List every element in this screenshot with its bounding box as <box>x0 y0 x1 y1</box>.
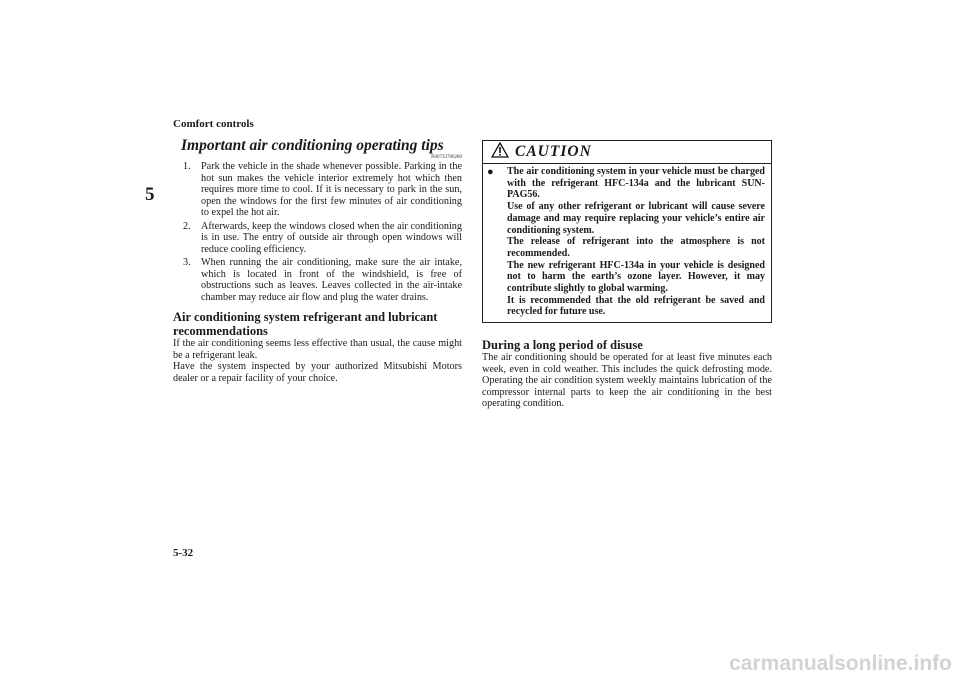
section-header: Comfort controls <box>173 118 254 130</box>
list-item-text: Park the vehicle in the shade whenever possible. Parking in the hot sun makes the vehicle interior extremely hot which then requires more time to cool. If it is necessary to park in the sun, open the windows for the first few minutes of air conditioning to expel the hot air. <box>201 161 462 218</box>
tips-heading: Important air conditioning operating tips <box>181 137 444 154</box>
right-column <box>482 140 772 410</box>
bullet-icon: ● <box>487 166 494 178</box>
tips-list <box>173 161 462 303</box>
caution-box <box>482 140 772 323</box>
list-item-text: Afterwards, keep the windows closed when the air conditioning is in use. The entry of outside air through open windows will reduce cooling efficiency. <box>201 220 462 255</box>
list-item <box>183 161 462 219</box>
refrigerant-paragraph: Have the system inspected by your authorized Mitsubishi Motors dealer or a repair facility of your choice. <box>173 361 462 384</box>
tips-code: N00733700280 <box>430 155 462 160</box>
left-column <box>173 137 462 384</box>
caution-paragraph: The new refrigerant HFC-134a in your vehicle is designed not to harm the earth’s ozone layer. However, it may contribute slightly to global warming. <box>507 259 765 295</box>
list-item <box>183 221 462 256</box>
watermark: carmanualsonline.info <box>729 652 952 675</box>
caution-body <box>483 164 771 322</box>
list-item-number: 1. <box>183 161 191 172</box>
caution-paragraph: It is recommended that the old refrigerant be saved and recycled for future use. <box>507 294 765 318</box>
disuse-heading: During a long period of disuse <box>482 338 643 353</box>
caution-paragraph: The air conditioning system in your vehicle must be charged with the refrigerant HFC-134a and the lubricant SUN-PAG56. <box>507 166 765 201</box>
disuse-paragraph: The air conditioning should be operated for at least five minutes each week, even in cold weather. This includes the quick defrosting mode. Operating the air condition system weekly maintains lubrication of the compressor internal parts to keep the air conditioning in the best operating condition. <box>482 352 772 410</box>
warning-triangle-icon <box>491 142 509 163</box>
page-number: 5-32 <box>173 547 194 559</box>
list-item-number: 3. <box>183 257 191 268</box>
list-item-text: When running the air conditioning, make sure the air intake, which is located in front of the windshield, is free of obstructions such as leaves. Leaves collected in the air-intake chamber may reduce air flow and plug the water drains. <box>201 257 462 303</box>
caution-paragraph: The release of refrigerant into the atmosphere is not recommended. <box>507 236 765 259</box>
list-item-number: 2. <box>183 220 191 232</box>
caution-text <box>489 166 765 318</box>
caution-paragraph: Use of any other refrigerant or lubricant will cause severe damage and may require replacing your vehicle’s entire air conditioning system. <box>507 201 765 236</box>
refrigerant-paragraph: If the air conditioning seems less effective than usual, the cause might be a refrigerant leak. <box>173 338 462 361</box>
caution-header <box>483 141 771 164</box>
list-item <box>183 257 462 303</box>
refrigerant-heading: Air conditioning system refrigerant and lubricant recommendations <box>173 310 438 338</box>
chapter-number: 5 <box>145 184 155 205</box>
caution-title: CAUTION <box>515 143 592 160</box>
